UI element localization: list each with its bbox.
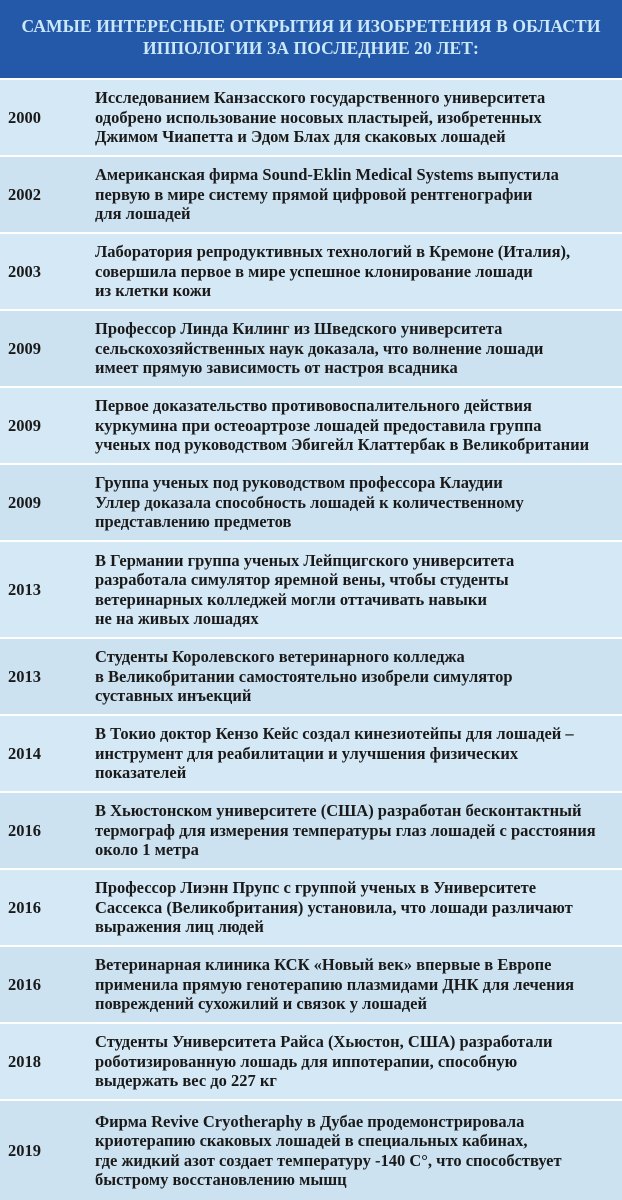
year-label: 2002 (8, 184, 41, 204)
year-label: 2009 (8, 338, 41, 358)
year-label: 2000 (8, 107, 41, 127)
description-line: совершила первое в мире успешное клонирование лошади (95, 261, 533, 281)
year-label: 2016 (8, 897, 41, 917)
description-line: роботизированную лошадь для иппотерапии, способную (95, 1051, 518, 1071)
description-line: суставных инъекций (95, 686, 252, 706)
timeline-row-2018 (0, 1022, 622, 1099)
description-line: термограф для измерения температуры глаз лошадей с расстояния (95, 820, 596, 840)
description-line: Фирма Revive Cryotheraphy в Дубае продемонстрировала (95, 1111, 525, 1131)
description-line: повреждений сухожилий и связок у лошадей (95, 994, 427, 1014)
year-label: 2014 (8, 743, 41, 763)
description-line: в Великобритании самостоятельно изобрели симулятор (95, 666, 513, 686)
year-label: 2009 (8, 415, 41, 435)
description-line: Ветеринарная клиника КСК «Новый век» впервые в Европе (95, 955, 552, 975)
description-line: Первое доказательство противовоспалительного действия (95, 396, 532, 416)
description-line: Сассекса (Великобритания) установила, что лошади различают (95, 897, 573, 917)
year-label: 2018 (8, 1051, 41, 1071)
description-line: Студенты Королевского ветеринарного колледжа (95, 647, 465, 667)
year-label: 2009 (8, 492, 41, 512)
event-description (95, 878, 622, 937)
event-description (95, 396, 622, 455)
description-line: не на живых лошадях (95, 609, 259, 628)
description-line: ученых под руководством Эбигейл Клаттербак в Великобритании (95, 435, 590, 455)
event-description (95, 165, 622, 224)
title-banner (0, 0, 622, 78)
event-description (95, 473, 622, 532)
description-line: В Хьюстонском университете (США) разработан бесконтактный (95, 801, 582, 821)
description-line: из клетки кожи (95, 281, 212, 301)
description-line: одобрено использование носовых пластырей, изобретенных (95, 107, 542, 127)
description-line: для лошадей (95, 204, 191, 224)
year-label: 2003 (8, 261, 41, 281)
timeline-row-2003 (0, 232, 622, 309)
timeline-row-2000 (0, 78, 622, 155)
description-line: В Токио доктор Кензо Кейс создал кинезиотейпы для лошадей – (95, 724, 574, 744)
timeline-row-2013-b (0, 637, 622, 714)
description-line: инструмент для реабилитации и улучшения физических (95, 743, 519, 763)
event-description (95, 801, 622, 860)
description-line: Профессор Линда Килинг из Шведского университета (95, 319, 503, 339)
timeline-row-2019 (0, 1099, 622, 1200)
description-line: около 1 метра (95, 840, 199, 860)
event-description (95, 88, 622, 147)
description-line: быстрому восстановлению мышц (95, 1170, 347, 1189)
title-line-2: ИППОЛОГИИ ЗА ПОСЛЕДНИЕ 20 ЛЕТ: (143, 38, 479, 58)
description-line: выдержать вес до 227 кг (95, 1071, 277, 1091)
description-line: В Германии группа ученых Лейпцигского университета (95, 550, 515, 570)
year-label: 2013 (8, 579, 41, 599)
description-line: куркумина при остеоартрозе лошадей предоставила группа (95, 415, 542, 435)
description-line: Профессор Лиэнн Прупс с группой ученых в Университете (95, 878, 537, 898)
description-line: Американская фирма Sound-Eklin Medical Systems выпустила (95, 165, 559, 185)
timeline-row-2009-b (0, 386, 622, 463)
timeline-row-2016-c (0, 945, 622, 1022)
timeline-row-2013-a (0, 540, 622, 637)
event-description (95, 724, 622, 783)
year-label: 2019 (8, 1140, 41, 1160)
description-line: ветеринарных колледжей могли оттачивать навыки (95, 589, 487, 609)
description-line: Уллер доказала способность лошадей к количественному (95, 492, 524, 512)
timeline-row-2014 (0, 714, 622, 791)
description-line: выражения лиц людей (95, 917, 264, 937)
description-line: Джимом Чиапетта и Эдом Блах для скаковых лошадей (95, 127, 506, 147)
description-line: первую в мире систему прямой цифровой рентгенографии (95, 184, 533, 204)
timeline-table (0, 78, 622, 1200)
description-line: Студенты Университета Райса (Хьюстон, США) разработали (95, 1032, 553, 1052)
description-line: имеет прямую зависимость от настроя всадника (95, 358, 458, 378)
description-line: сельскохозяйственных наук доказала, что волнение лошади (95, 338, 544, 358)
year-label: 2016 (8, 974, 41, 994)
title-line-1: САМЫЕ ИНТЕРЕСНЫЕ ОТКРЫТИЯ И ИЗОБРЕТЕНИЯ В ОБЛАСТИ (21, 16, 601, 36)
event-description (95, 1032, 622, 1091)
description-line: разработала симулятор яремной вены, чтобы студенты (95, 570, 509, 589)
description-line: Группа ученых под руководством профессора Клаудии (95, 473, 503, 493)
event-description (95, 647, 622, 706)
year-label: 2013 (8, 666, 41, 686)
description-line: криотерапию скаковых лошадей в специальных кабинах, (95, 1131, 528, 1150)
description-line: Лаборатория репродуктивных технологий в Кремоне (Италия), (95, 242, 571, 262)
description-line: где жидкий азот создает температуру -140 С°, что способствует (95, 1150, 562, 1170)
description-line: Исследованием Канзасского государственного университета (95, 88, 546, 108)
timeline-row-2016-b (0, 868, 622, 945)
event-description (95, 551, 622, 629)
description-line: представлению предметов (95, 512, 292, 532)
event-description (95, 955, 622, 1014)
timeline-row-2009-a (0, 309, 622, 386)
description-line: применила прямую генотерапию плазмидами ДНК для лечения (95, 974, 575, 994)
timeline-row-2002 (0, 155, 622, 232)
timeline-row-2009-c (0, 463, 622, 540)
description-line: показателей (95, 763, 187, 783)
year-label: 2016 (8, 820, 41, 840)
event-description (95, 319, 622, 378)
timeline-row-2016-a (0, 791, 622, 868)
event-description (95, 242, 622, 301)
event-description (95, 1112, 622, 1190)
